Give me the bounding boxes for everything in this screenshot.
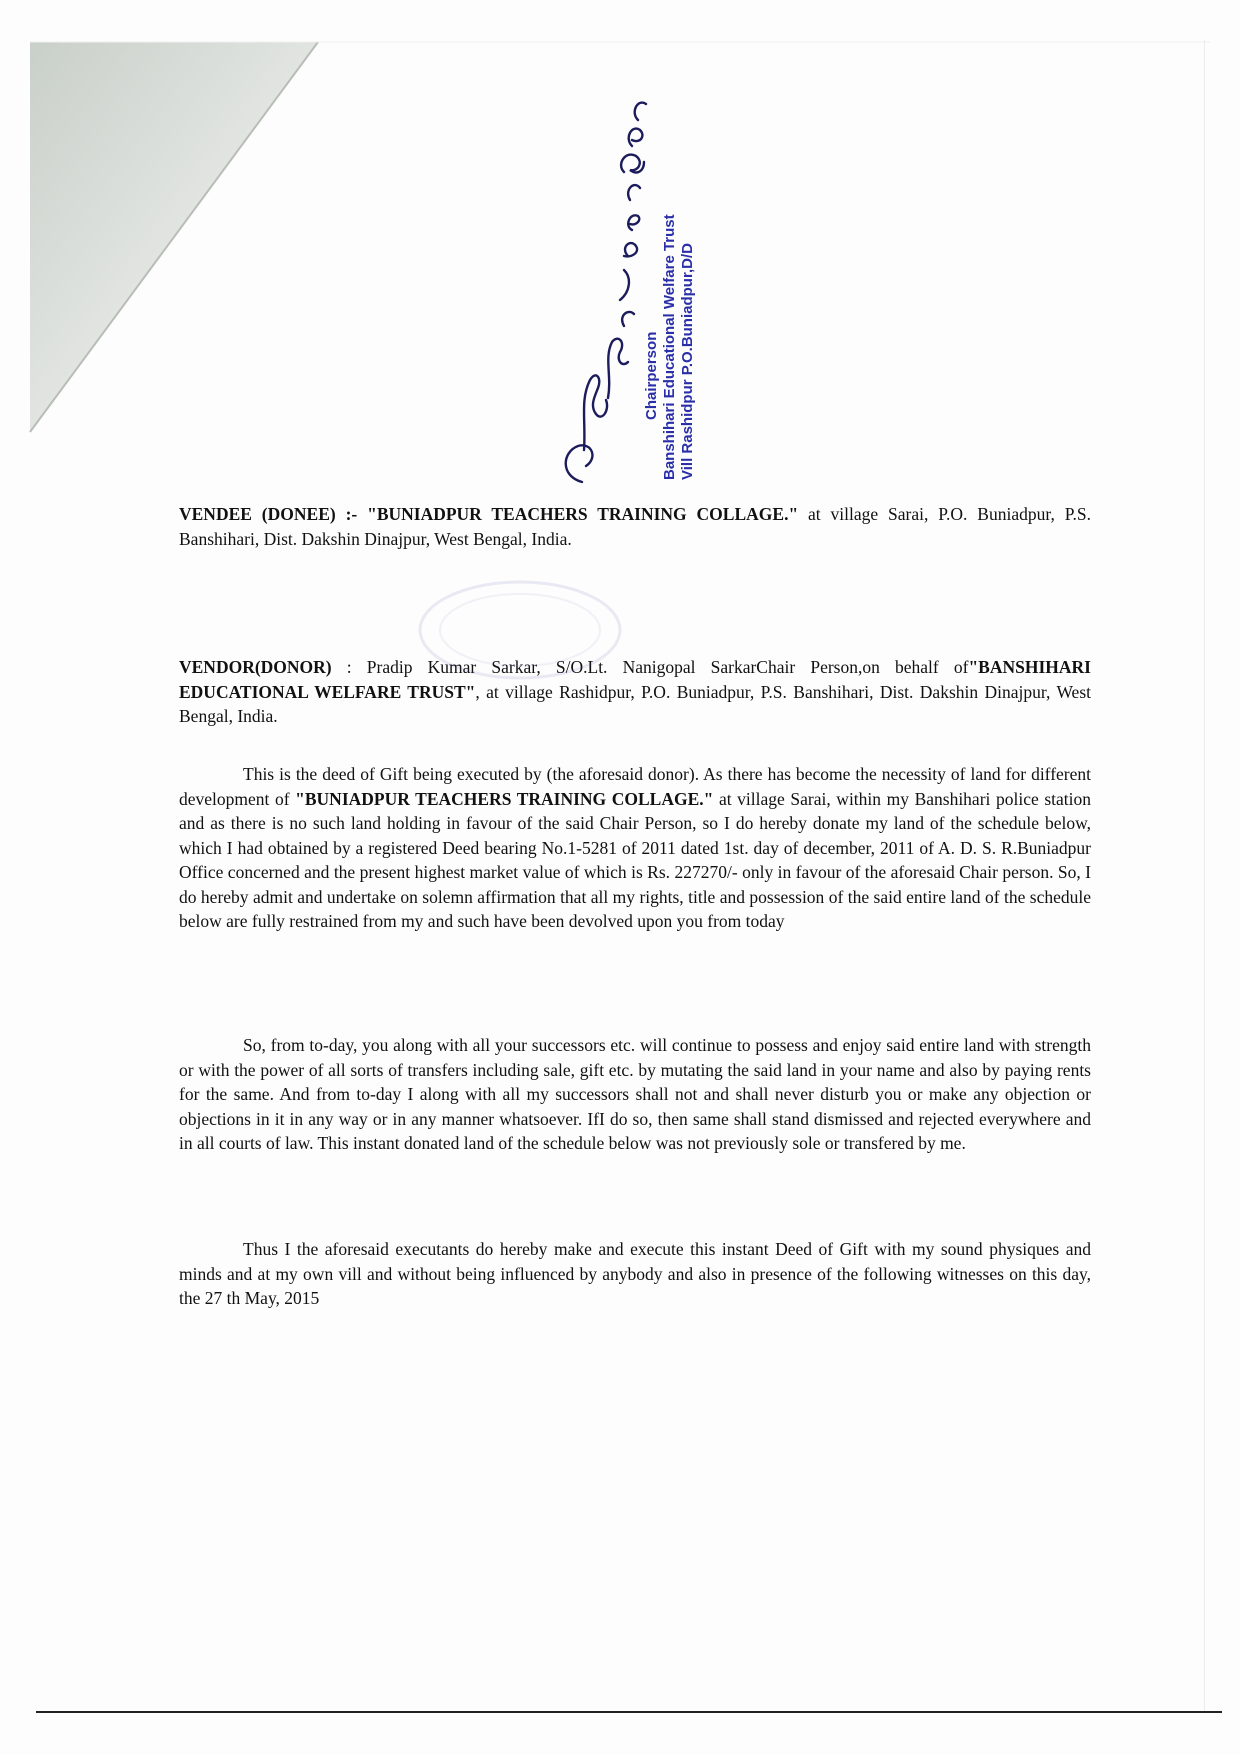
gift-paragraph-3 (179, 1237, 1091, 1311)
page-edge (1204, 40, 1205, 1712)
vendor-label: VENDOR(DONOR) (179, 657, 332, 677)
stamp-line-3: Vill Rashidpur P.O.Buniadpur,D/D (679, 243, 696, 480)
paragraph1-part1: This is the deed of Gift being executed by (the aforesaid donor). As there has become the necessity of land for different development of (179, 764, 1091, 809)
vendor-details: : Pradip Kumar Sarkar, S/O.Lt. Nanigopal SarkarChair Person,on behalf of (331, 657, 969, 677)
paragraph2-text: So, from to-day, you along with all your successors etc. will continue to possess and enjoy said entire land with strength or with the power of all sorts of transfers including sale, gift etc. by mutating the said land in your name and also by paying rents for the same. And from to-day I along with all my successors shall not and shall never disturb you or make any objection or objections in it in any way or in any manner whatsoever. IfI do so, then same shall stand dismissed and rejected everywhere and in all courts of law. This instant donated land of the schedule below was not previously sole or transfered by me. (179, 1035, 1091, 1153)
paragraph3-text: Thus I the aforesaid executants do hereby make and execute this instant Deed of Gift with my sound physiques and minds and at my own vill and without being influenced by anybody and also in presence of the following witnesses on this day, the 27 th May, 2015 (179, 1239, 1091, 1308)
signature-stamp-block (520, 80, 750, 500)
vendor-section (179, 655, 1091, 729)
vendee-address: at village Sarai, P.O. Buniadpur, P.S. Banshihari, Dist. Dakshin Dinajpur, West Bengal, India. (179, 504, 1091, 549)
paragraph1-college: "BUNIADPUR TEACHERS TRAINING COLLAGE." (295, 788, 714, 809)
bottom-rule (36, 1711, 1222, 1713)
vendee-name: "BUNIADPUR TEACHERS TRAINING COLLAGE." (367, 504, 799, 524)
paragraph1-part2: at village Sarai, within my Banshihari police station and as there is no such land holding in favour of the said Chair Person, so I do hereby donate my land of the schedule below, which I had obtained by a registered Deed bearing No.1-5281 of 2011 dated 1st. day of december, 2011 of A. D. S. R.Buniadpur Office concerned and the present highest market value of which is Rs. 227270/- only in favour of the aforesaid Chair person. So, I do hereby admit and undertake on solemn affirmation that all my rights, title and possession of the said entire land of the schedule below are fully restrained from my and such have been devolved upon you from today (179, 788, 1091, 931)
stamp-line-1: Chairperson (643, 331, 660, 420)
handwritten-signature (566, 103, 646, 482)
faint-seal-bleedthrough (410, 575, 630, 685)
vendee-label: VENDEE (DONEE) :- (179, 504, 358, 524)
gift-paragraph-1 (179, 762, 1091, 934)
gift-paragraph-2 (179, 1033, 1091, 1156)
stamp-line-2: Banshihari Educational Welfare Trust (661, 214, 678, 480)
vendor-address: , at village Rashidpur, P.O. Buniadpur, P.S. Banshihari, Dist. Dakshin Dinajpur, West Bengal, India. (179, 681, 1091, 726)
vendee-section (179, 502, 1091, 551)
vendor-trust-name: "BANSHIHARI EDUCATIONAL WELFARE TRUST" (179, 657, 1091, 702)
